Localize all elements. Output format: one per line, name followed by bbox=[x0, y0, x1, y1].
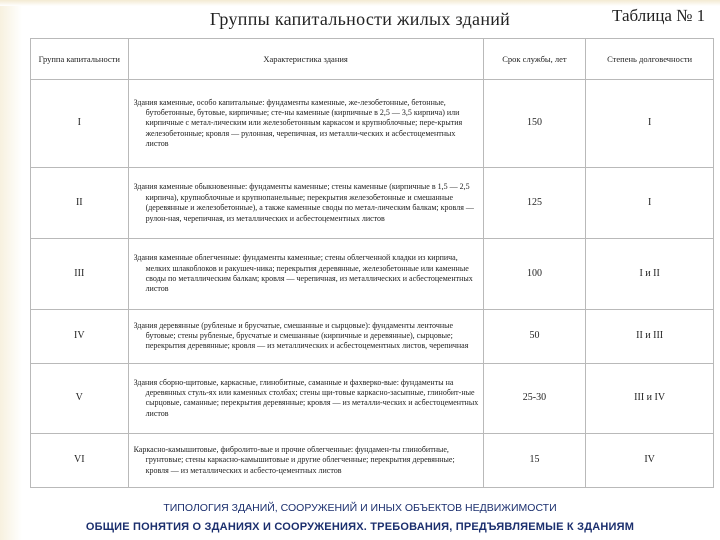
description-text: Здания сборно-щитовые, каркасные, глинобитные, саманные и фахверко-вые: фундаменты на деревянных стуль-ях или каменных столбах; стены щи-товые каркасно-засыпные, глинобит-ные сырцовые, саманные; перекрытия деревянные; кровля — из металли-ческих и асбестоцементных листов bbox=[133, 377, 479, 418]
description-text: Каркасно-камышитовые, фибролито-вые и прочие облегченные: фундамен-ты глинобитные, грунтовые; стены каркасно-камышитовые и другие облегченные; перекрытия деревянные; кровля — из металлических и асбесто-цементных листов bbox=[133, 445, 455, 475]
cell-service-life: 15 bbox=[483, 434, 586, 488]
cell-service-life: 150 bbox=[483, 80, 586, 168]
cell-description bbox=[128, 363, 483, 434]
cell-group: II bbox=[31, 168, 129, 239]
header-service-life: Срок службы, лет bbox=[483, 39, 586, 80]
header-group: Группа капитальности bbox=[31, 39, 129, 80]
header-description: Характеристика здания bbox=[128, 39, 483, 80]
table-number-label: Таблица № 1 bbox=[612, 6, 706, 25]
cell-durability: II и III bbox=[586, 309, 714, 363]
cell-service-life: 25-30 bbox=[483, 363, 586, 434]
footer-subtopic: ОБЩИЕ ПОНЯТИЯ О ЗДАНИЯХ И СООРУЖЕНИЯХ. ТРЕБОВАНИЯ, ПРЕДЪЯВЛЯЕМЫЕ К ЗДАНИЯМ bbox=[85, 521, 635, 533]
cell-description bbox=[128, 80, 483, 168]
footer-topic: ТИПОЛОГИЯ ЗДАНИЙ, СООРУЖЕНИЙ И ИНЫХ ОБЪЕКТОВ НЕДВИЖИМОСТИ bbox=[163, 502, 557, 514]
table-row bbox=[31, 434, 714, 488]
capital-groups-table bbox=[30, 38, 714, 488]
cell-group: VI bbox=[31, 434, 129, 488]
table-row bbox=[31, 239, 714, 310]
table-row bbox=[31, 309, 714, 363]
cell-description bbox=[128, 168, 483, 239]
cell-service-life: 100 bbox=[483, 239, 586, 310]
description-text: Здания деревянные (рубленые и брусчатые, смешанные и сырцовые): фундаменты ленточные бутовые; стены рубленые, брусчатые и смешанные (кирпичные и деревянные), сырцовые; перекрытия деревянные; кровля — из металлических и асбестоцементных листов, черепичная bbox=[133, 320, 469, 351]
cell-durability: III и IV bbox=[586, 363, 714, 434]
cell-group: III bbox=[31, 239, 129, 310]
cell-group: I bbox=[31, 80, 129, 168]
table-row bbox=[31, 80, 714, 168]
description-text: Здания каменные облегченные: фундаменты каменные; стены облегченной кладки из кирпича, мелких шлакоблоков и ракушеч-ника; перекрытия деревянные, железобетонные или каменные своды по металлическим балкам; кровля — черепичная, из металлических и асбестоцементных листов bbox=[133, 253, 473, 294]
table-row bbox=[31, 168, 714, 239]
table-row bbox=[31, 363, 714, 434]
header-durability: Степень долговечности bbox=[586, 39, 714, 80]
description-text: Здания каменные обыкновенные: фундаменты каменные; стены каменные (кирпичные в 1,5 — 2,5 кирпича), крупноблочные и крупнопанельные; перекрытия железобетонные и смешанные (деревянные и железобетонные), а также каменные своды по метал-лическим балкам; кровля — рулон-ная, черепичная, из металлических и асбестоцементных листов bbox=[133, 182, 474, 223]
cell-service-life: 125 bbox=[483, 168, 586, 239]
cell-service-life: 50 bbox=[483, 309, 586, 363]
cell-description bbox=[128, 239, 483, 310]
description-text: Здания каменные, особо капитальные: фундаменты каменные, же-лезобетонные, бетонные, бутобетонные, бутовые, кирпичные; сте-ны каменные (кирпичные в 2,5 — 3,5 кирпича) или кирпичные с метал-лическим или железобетонным каркасом и крупноблочные; пере-крытия железобетонные; кровля — рулонная, черепичная, из металли-ческих и асбестоцементных листов bbox=[133, 97, 463, 149]
cell-durability: I bbox=[586, 80, 714, 168]
table-header-row bbox=[31, 39, 714, 80]
cell-description bbox=[128, 434, 483, 488]
cell-group: V bbox=[31, 363, 129, 434]
cell-durability: I bbox=[586, 168, 714, 239]
cell-durability: IV bbox=[586, 434, 714, 488]
cell-group: IV bbox=[31, 309, 129, 363]
cell-description bbox=[128, 309, 483, 363]
cell-durability: I и II bbox=[586, 239, 714, 310]
left-decorative-stripe bbox=[0, 0, 22, 540]
slide-title: Группы капитальности жилых зданий bbox=[209, 9, 511, 29]
